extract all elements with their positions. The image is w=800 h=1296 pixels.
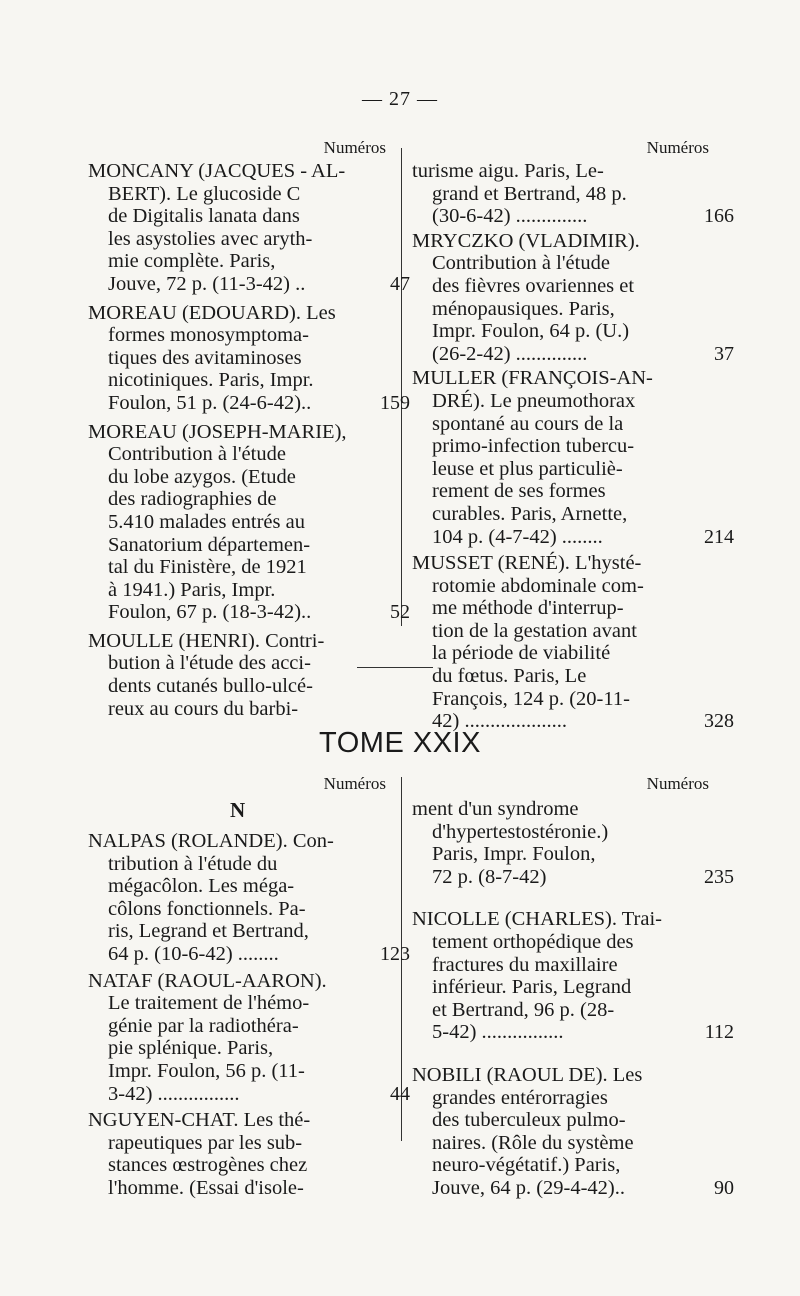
index-entry (412, 229, 734, 366)
index-entry (412, 908, 734, 1044)
column-bottom-right (412, 798, 734, 1200)
entry-line: Jouve, 64 p. (29-4-42).. (432, 1176, 626, 1199)
entry-line: grand et Bertrand, 48 p. (432, 182, 627, 205)
entry-line: ment d'un syndrome (412, 798, 579, 820)
entry-number: 166 (704, 205, 734, 228)
entry-line: 104 p. (4-7-42) ........ (432, 525, 603, 548)
entry-line: rapeutiques par les sub- (108, 1131, 303, 1154)
entry-line: 5-42) ................ (432, 1021, 564, 1044)
index-entry (412, 1063, 734, 1200)
entry-number: 235 (704, 865, 734, 888)
entry-line: ménopausiques. Paris, (432, 297, 615, 320)
page-number: — 27 — (362, 88, 438, 110)
entry-line: (30-6-42) .............. (432, 205, 588, 228)
entry-line: stances œstrogènes chez (108, 1154, 308, 1177)
entry-line: tiques des avitaminoses (108, 346, 302, 369)
entry-line: la période de viabilité (432, 642, 611, 665)
entry-line: des radiographies de (108, 488, 277, 511)
column-divider-top (401, 148, 402, 626)
entry-line: inférieur. Paris, Legrand (432, 976, 632, 999)
index-entry (412, 798, 734, 888)
entry-line: DRÉ). Le pneumothorax (432, 389, 636, 412)
entry-line: et Bertrand, 96 p. (28- (432, 998, 615, 1021)
entry-line: MRYCZKO (VLADIMIR). (412, 229, 640, 252)
entry-line: primo-infection tubercu- (432, 435, 635, 458)
entry-number: 112 (704, 1021, 734, 1044)
entry-line: spontané au cours de la (432, 412, 624, 435)
entry-line: turisme aigu. Paris, Le- (412, 160, 604, 182)
entry-line: l'homme. (Essai d'isole- (108, 1176, 304, 1199)
index-entry (88, 630, 350, 720)
entry-line: formes monosymptoma- (108, 324, 309, 347)
numeros-header-right: Numéros (646, 138, 709, 157)
entry-line: Jouve, 72 p. (11-3-42) .. (108, 272, 306, 295)
entry-line: BERT). Le glucoside C (108, 182, 301, 205)
entry-number: 90 (714, 1176, 734, 1199)
index-entry (88, 969, 410, 1106)
entry-line: leuse et plus particuliè- (432, 457, 623, 480)
entry-line: pie splénique. Paris, (108, 1037, 274, 1060)
entry-line: Impr. Foulon, 56 p. (11- (108, 1059, 305, 1082)
index-entry (88, 160, 410, 296)
section-letter: N (230, 798, 246, 822)
entry-line: du lobe azygos. (Etude (108, 465, 296, 488)
index-entry (88, 301, 410, 415)
entry-number: 328 (704, 710, 734, 733)
column-top-left (88, 160, 410, 720)
entry-line: Foulon, 51 p. (24-6-42).. (108, 391, 312, 414)
entry-line: Paris, Impr. Foulon, (432, 843, 596, 866)
entry-line: Sanatorium départemen- (108, 533, 311, 556)
index-entry (412, 160, 734, 228)
entry-line: MOULLE (HENRI). Contri- (88, 629, 325, 652)
entry-line: MOREAU (EDOUARD). Les (88, 301, 336, 324)
entry-line: reux au cours du barbi- (108, 697, 299, 720)
entry-line: naires. (Rôle du système (432, 1131, 634, 1154)
index-entry (88, 420, 410, 624)
entry-line: rement de ses formes (432, 480, 606, 503)
entry-line: MONCANY (JACQUES - AL- (88, 160, 346, 182)
numeros-header-left: Numéros (323, 138, 386, 157)
entry-line: Contribution à l'étude (432, 252, 610, 275)
entry-line: ris, Legrand et Bertrand, (108, 920, 309, 943)
index-entry (412, 367, 734, 548)
entry-line: Le traitement de l'hémo- (108, 992, 310, 1015)
entry-number: 47 (390, 272, 410, 295)
entry-line: curables. Paris, Arnette, (432, 502, 628, 525)
entry-line: NICOLLE (CHARLES). Trai- (412, 908, 662, 931)
entry-line: rotomie abdominale com- (432, 574, 644, 597)
entry-line: 3-42) ................ (108, 1082, 240, 1105)
entry-line: tement orthopédique des (432, 930, 634, 953)
entry-line: génie par la radiothéra- (108, 1014, 299, 1037)
section-title: TOME XXIX (319, 727, 481, 759)
entry-number: 52 (390, 601, 410, 624)
entry-line: mégacôlon. Les méga- (108, 875, 295, 898)
column-bottom-left (88, 830, 410, 1200)
entry-line: des fièvres ovariennes et (432, 274, 635, 297)
entry-line: Contribution à l'étude (108, 443, 286, 466)
entry-line: MUSSET (RENÉ). L'hysté- (412, 552, 642, 575)
entry-line: (26-2-42) .............. (432, 342, 588, 365)
entry-line: tribution à l'étude du (108, 852, 278, 875)
entry-line: des tuberculeux pulmo- (432, 1109, 626, 1132)
entry-line: NGUYEN-CHAT. Les thé- (88, 1109, 311, 1132)
entry-line: du fœtus. Paris, Le (432, 665, 587, 688)
entry-number: 37 (714, 342, 734, 365)
entry-number: 159 (380, 391, 410, 414)
entry-line: MOREAU (JOSEPH-MARIE), (88, 420, 347, 443)
entry-line: tion de la gestation avant (432, 619, 637, 642)
entry-number: 123 (380, 942, 410, 965)
numeros-header-right-2: Numéros (646, 774, 709, 793)
entry-line: 42) .................... (432, 710, 567, 733)
entry-line: tal du Finistère, de 1921 (108, 556, 307, 579)
entry-line: MULLER (FRANÇOIS-AN- (412, 367, 653, 390)
entry-line: à 1941.) Paris, Impr. (108, 578, 276, 601)
entry-line: NALPAS (ROLANDE). Con- (88, 830, 334, 852)
index-entry (88, 1109, 350, 1199)
entry-line: 5.410 malades entrés au (108, 510, 305, 533)
section-divider (357, 667, 433, 668)
entry-line: bution à l'étude des acci- (108, 652, 311, 675)
entry-line: fractures du maxillaire (432, 953, 618, 976)
entry-line: de Digitalis lanata dans (108, 205, 300, 228)
entry-line: grandes entérorragies (432, 1086, 608, 1109)
entry-line: Impr. Foulon, 64 p. (U.) (432, 320, 630, 343)
entry-line: dents cutanés bullo-ulcé- (108, 675, 313, 698)
index-entry (412, 552, 734, 733)
entry-line: NATAF (RAOUL-AARON). (88, 969, 327, 992)
numeros-header-left-2: Numéros (323, 774, 386, 793)
index-entry (88, 830, 410, 966)
entry-line: 72 p. (8-7-42) (432, 865, 547, 888)
entry-line: nicotiniques. Paris, Impr. (108, 369, 314, 392)
entry-number: 214 (704, 525, 734, 548)
entry-line: 64 p. (10-6-42) ........ (108, 942, 279, 965)
entry-line: les asystolies avec aryth- (108, 227, 313, 250)
entry-line: mie complète. Paris, (108, 250, 276, 273)
column-top-right (412, 160, 734, 733)
entry-line: côlons fonctionnels. Pa- (108, 897, 306, 920)
entry-number: 44 (390, 1082, 410, 1105)
entry-line: d'hypertestostéronie.) (432, 820, 609, 843)
entry-line: me méthode d'interrup- (432, 597, 624, 620)
entry-line: neuro-végétatif.) Paris, (432, 1154, 621, 1177)
entry-line: Foulon, 67 p. (18-3-42).. (108, 601, 312, 624)
entry-line: François, 124 p. (20-11- (432, 687, 630, 710)
entry-line: NOBILI (RAOUL DE). Les (412, 1063, 643, 1086)
